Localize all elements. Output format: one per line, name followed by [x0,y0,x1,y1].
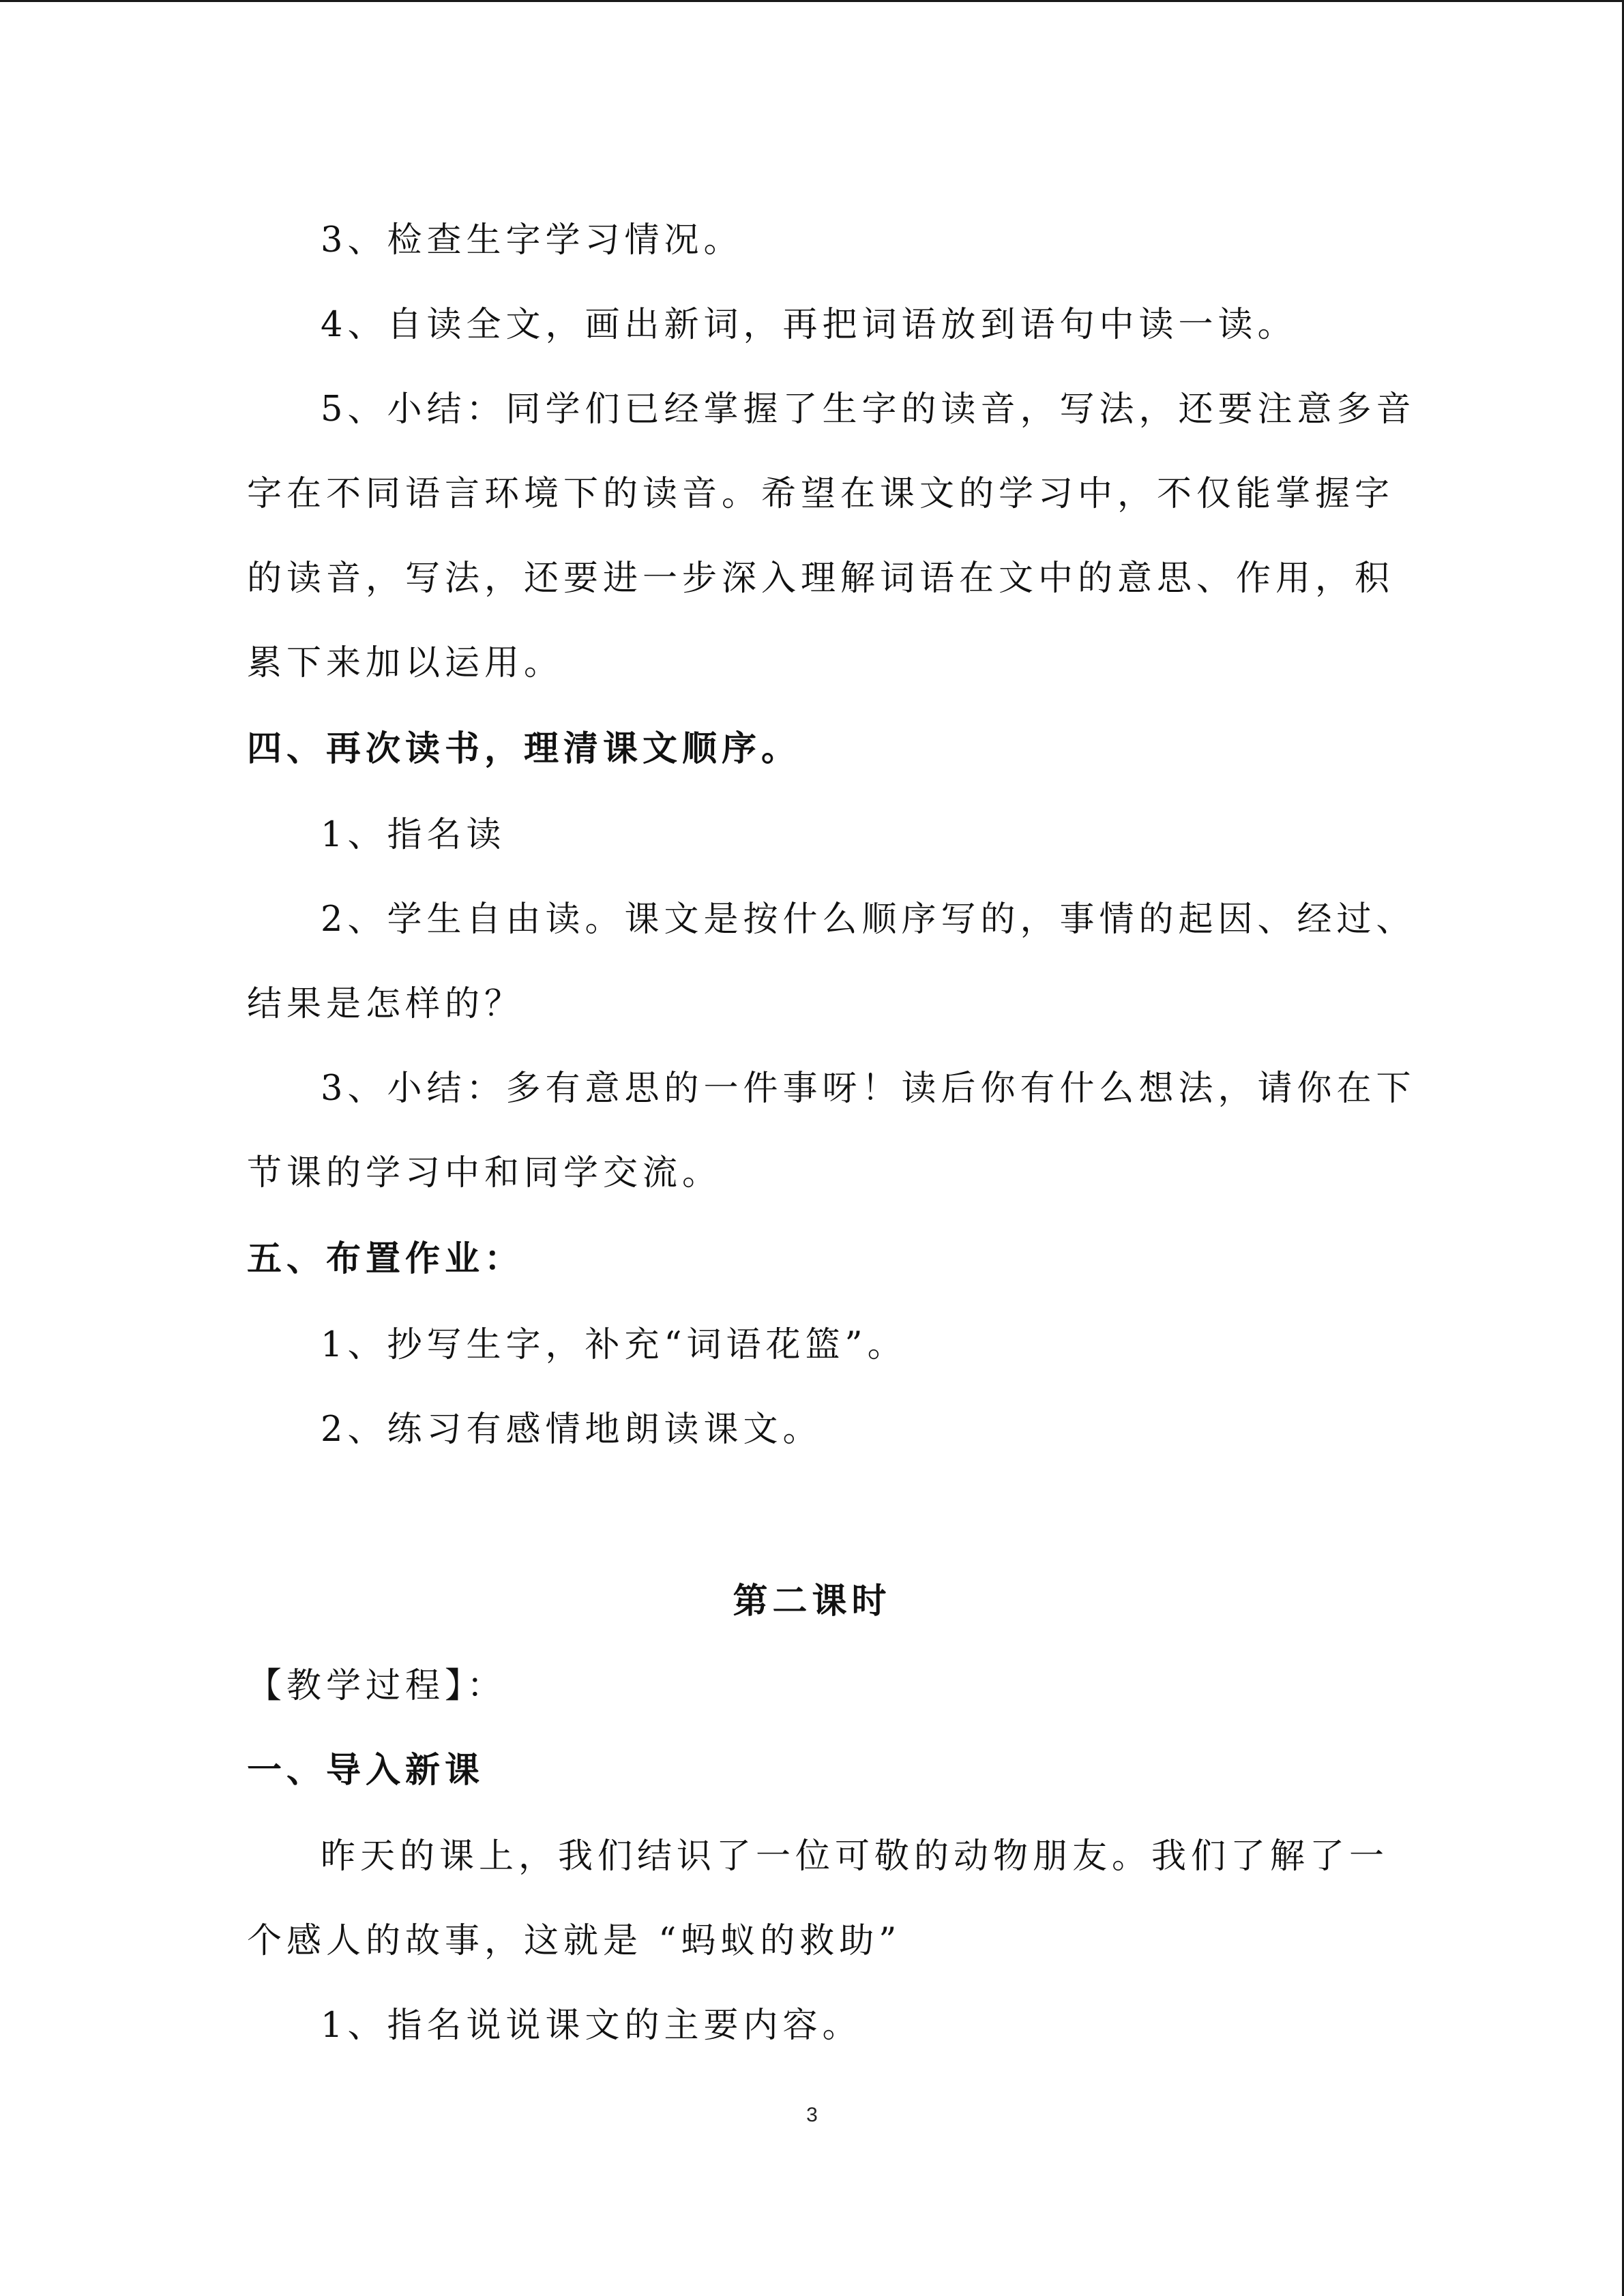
paragraph-line: 3、检查生字学习情况。 [321,220,743,260]
paragraph-line: 4、自读全文，画出新词，再把词语放到语句中读一读。 [321,305,1297,345]
paragraph-line: 节课的学习中和同学交流。 [247,1153,722,1193]
paragraph-line: 2、学生自由读。课文是按什么顺序写的，事情的起因、经过、 [321,899,1416,940]
paragraph-line: 3、小结：多有意思的一件事呀！读后你有什么想法，请你在下 [321,1069,1416,1109]
paragraph-line: 1、指名读 [321,815,506,855]
paragraph-line: 个感人的故事，这就是 “蚂蚁的救助” [247,1921,902,1961]
paragraph-line: 1、指名说说课文的主要内容。 [321,2006,862,2046]
section-heading: 五、布置作业： [247,1239,525,1279]
paragraph-line: 累下来加以运用。 [247,643,564,683]
section-heading: 四、再次读书，理清课文顺序。 [247,729,801,769]
paragraph-line: 2、练习有感情地朗读课文。 [321,1410,823,1450]
paragraph-line: 5、小结：同学们已经掌握了生字的读音，写法，还要注意多音 [321,389,1416,430]
page-number: 3 [806,2104,818,2126]
section-heading: 一、导入新课 [247,1750,485,1791]
teaching-process-label: 【教学过程】： [247,1666,507,1706]
paragraph-line: 昨天的课上，我们结识了一位可敬的动物朋友。我们了解了一 [321,1836,1389,1877]
paragraph-line: 字在不同语言环境下的读音。希望在课文的学习中，不仅能掌握字 [247,474,1395,514]
top-border-line [0,0,1624,2]
paragraph-line: 结果是怎样的？ [247,984,525,1024]
paragraph-line: 1、抄写生字，补充“词语花篮”。 [321,1325,907,1365]
paragraph-line: 的读音，写法，还要进一步深入理解词语在文中的意思、作用，积 [247,558,1395,599]
lesson-title: 第二课时 [733,1581,891,1622]
